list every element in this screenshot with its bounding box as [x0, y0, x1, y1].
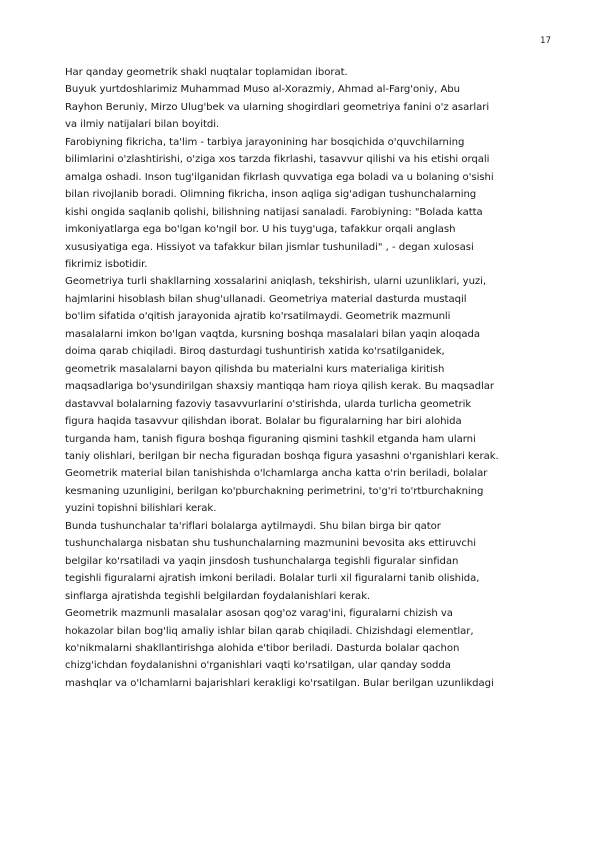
text-line: tegishli figuralarni ajratish imkoni beriladi. Bolalar turli xil figuralarni tanib olishida,	[65, 573, 480, 585]
text-line: Buyuk yurtdoshlarimiz Muhammad Muso al-Xorazmiy, Ahmad al-Farg'oniy, Abu	[65, 84, 460, 96]
text-line: yuzini topishni bilishlari kerak.	[65, 503, 217, 515]
text-line: amalga oshadi. Inson tug'ilganidan fikrlash quvvatiga ega boladi va u bolaning o'sishi	[65, 171, 494, 183]
text-line: hajmlarini hisoblash bilan shug'ullanadi. Geometriya material dasturda mustaqil	[65, 293, 467, 305]
text-line: Har qanday geometrik shakl nuqtalar toplamidan iborat.	[65, 67, 348, 78]
text-line: Geometrik material bilan tanishishda o'lchamlarga ancha katta o'rin beriladi, bolalar	[65, 468, 488, 480]
text-line: xususiyatiga ega. Hissiyot va tafakkur bilan jismlar tushuniladi" , - degan xulosasi	[65, 241, 474, 253]
text-line: dastavval bolalarning fazoviy tasavvurlarini o'stirishda, ularda turlicha geometrik	[65, 398, 472, 410]
text-line: ko'nikmalarni shakllantirishga alohida e'tibor beriladi. Dasturda bolalar qachon	[65, 642, 460, 654]
text-line: masalalarni imkon bo'lgan vaqtda, kursning boshqa masalalari bilan yaqin aloqada	[65, 328, 480, 340]
text-line: tushunchalarga nisbatan shu tushunchalarning mazmunini bevosita aks ettiruvchi	[65, 538, 477, 550]
document-body	[65, 64, 561, 692]
page-number: 17	[540, 36, 551, 46]
text-line: sinflarga ajratishda tegishli belgilardan foydalanishlari kerak.	[65, 590, 371, 602]
text-line: chizg'ichdan foydalanishni o'rganishlari vaqti ko'rsatilgan, ular qanday sodda	[65, 660, 451, 672]
text-line: va ilmiy natijalari bilan boyitdi.	[65, 119, 220, 131]
text-line: bo'lim sifatida o'qitish jarayonida ajratib ko'rsatilmaydi. Geometrik mazmunli	[65, 311, 451, 323]
text-line: imkoniyatlarga ega bo'lgan ko'ngil bor. U his tuyg'uga, tafakkur orqali anglash	[65, 224, 456, 236]
text-line: maqsadlariga bo'ysundirilgan shaxsiy mantiqqa ham rioya qilish kerak. Bu maqsadlar	[65, 381, 494, 393]
text-line: taniy olishlari, berilgan bir necha figuradan boshqa figura yasashni o'rganishlari kerak.	[65, 450, 499, 462]
text-line: kesmaning uzunligini, berilgan ko'pburchakning perimetrini, to'g'ri to'rtburchakning	[65, 485, 484, 497]
text-line: turganda ham, tanish figura boshqa figuraning qismini tashkil etganda ham ularni	[65, 433, 476, 445]
text-line: hokazolar bilan bog'liq amaliy ishlar bilan qarab chiqiladi. Chizishdagi elementlar,	[65, 625, 474, 637]
text-line: mashqlar va o'lchamlarni bajarishlari kerakligi ko'rsatilgan. Bular berilgan uzunlikdagi	[65, 677, 494, 689]
text-line: figura haqida tasavvur qilishdan iborat. Bolalar bu figuralarning har biri alohida	[65, 416, 462, 428]
text-line: Rayhon Beruniy, Mirzo Ulug'bek va ularning shogirdlari geometriya fanini o'z asarlari	[65, 101, 490, 113]
text-line: bilimlarini o'zlashtirishi, o'ziga xos tarzda fikrlashi, tasavvur qilishi va his etishi orqali	[65, 154, 490, 166]
text-line: fikrimiz isbotidir.	[65, 258, 148, 270]
text-line: doima qarab chiqiladi. Biroq dasturdagi tushuntirish xatida ko'rsatilganidek,	[65, 346, 445, 358]
text-line: Bunda tushunchalar ta'riflari bolalarga aytilmaydi. Shu bilan birga bir qator	[65, 520, 441, 532]
text-line: Geometriya turli shakllarning xossalarini aniqlash, tekshirish, ularni uzunliklari, yuzi,	[65, 276, 487, 288]
text-line: belgilar ko'rsatiladi va yaqin jinsdosh tushunchalarga tegishli figuralar sinfidan	[65, 555, 459, 567]
text-line: bilan rivojlanib boradi. Olimning fikricha, inson aqliga sig'adigan tushunchalarning	[65, 189, 477, 201]
text-line: Farobiyning fikricha, ta'lim - tarbiya jarayonining har bosqichida o'quvchilarning	[65, 136, 465, 148]
text-line: Geometrik mazmunli masalalar asosan qog'oz varag'ini, figuralarni chizish va	[65, 608, 453, 620]
text-line: geometrik masalalarni bayon qilishda bu materialni kurs materialiga kiritish	[65, 363, 445, 375]
text-line: kishi ongida saqlanib qolishi, bilishning natijasi sanaladi. Farobiyning: "Bolada katta	[65, 206, 483, 218]
